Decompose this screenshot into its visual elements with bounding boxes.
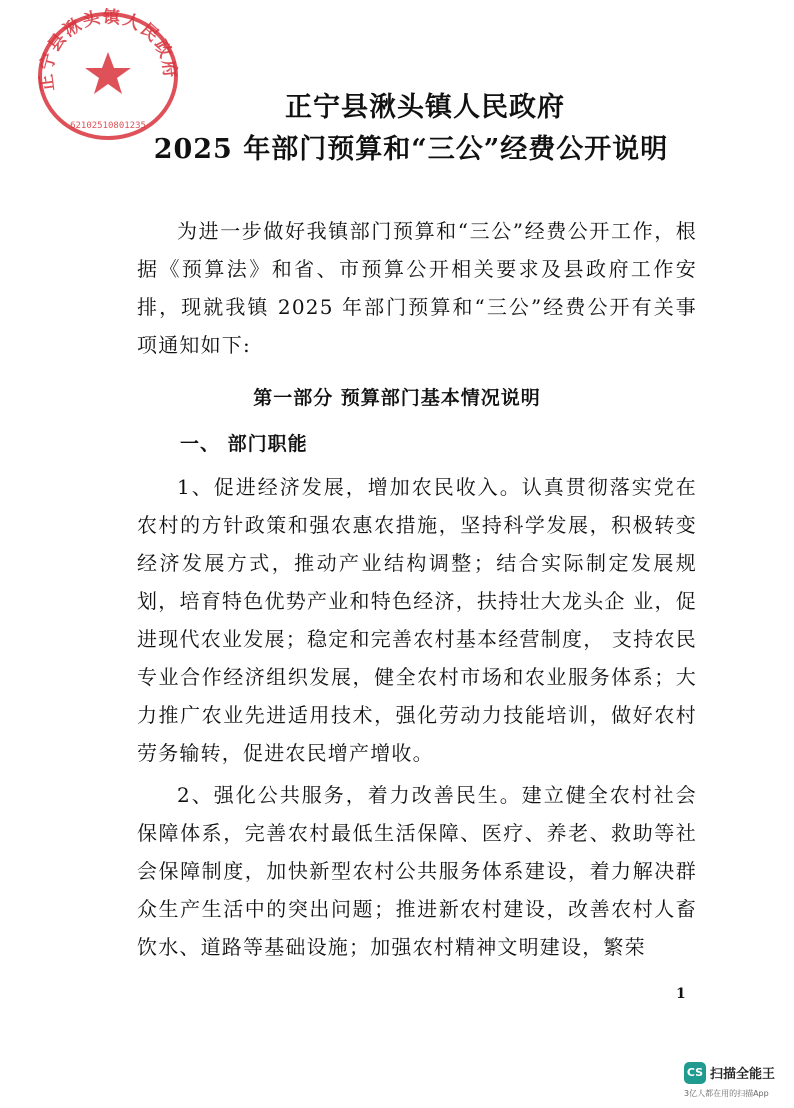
camscanner-logo-icon: CS: [684, 1062, 706, 1084]
scanner-watermark: [684, 1062, 788, 1102]
intro-block: [137, 212, 697, 364]
title-line-2: 2025 年部门预算和“三公”经费公开说明: [153, 134, 669, 165]
paragraph-block-1: [137, 468, 697, 772]
watermark-tagline: 3亿人都在用的扫描App: [684, 1089, 769, 1098]
body-paragraph: 2、强化公共服务，着力改善民生。建立健全农村社会保障体系，完善农村最低生活保障、医疗、养老、救助等社会保障制度，加快新型农村公共服务体系建设，着力解决群众生产生活中的突出问题；推进新农村建设，改善农村人畜饮水、道路等基础设施；加强农村精神文明建设，繁荣: [137, 783, 697, 959]
watermark-app-name: 扫描全能王: [710, 1067, 776, 1082]
heading-department-functions: 一、 部门职能: [180, 433, 308, 455]
body-paragraph: 1、促进经济发展，增加农民收入。认真贯彻落实党在 农村的方针政策和强农惠农措施，坚持科学发展，积极转变经济发展方式，推动产业结构调整；结合实际制定发展规划，培育特色优势产业和特色经济，扶持壮大龙头企 业，促进现代农业发展；稳定和完善农村基本经营制度， 支持农民专业合作经济组织发展，健全农村市场和农业服务体系；大力推广农业先进适用技术，强化劳动力技能培训，做好农村劳务输转，促进农民增产增收。: [137, 475, 697, 765]
intro-paragraph: 为进一步做好我镇部门预算和“三公”经费公开工作，根据《预算法》和省、市预算公开相关要求及县政府工作安排，现就我镇 2025 年部门预算和“三公”经费公开有关事项通知如下:: [137, 219, 697, 357]
paragraph-block-2: [137, 776, 697, 966]
section-title: 第一部分 预算部门基本情况说明: [253, 387, 541, 409]
seal-ring-text: 正宁县湫头镇人民政府: [36, 8, 180, 93]
seal-code: 62102510801235: [70, 121, 146, 131]
page-number: 1: [676, 986, 686, 1002]
title-line-1: 正宁县湫头镇人民政府: [285, 92, 565, 123]
